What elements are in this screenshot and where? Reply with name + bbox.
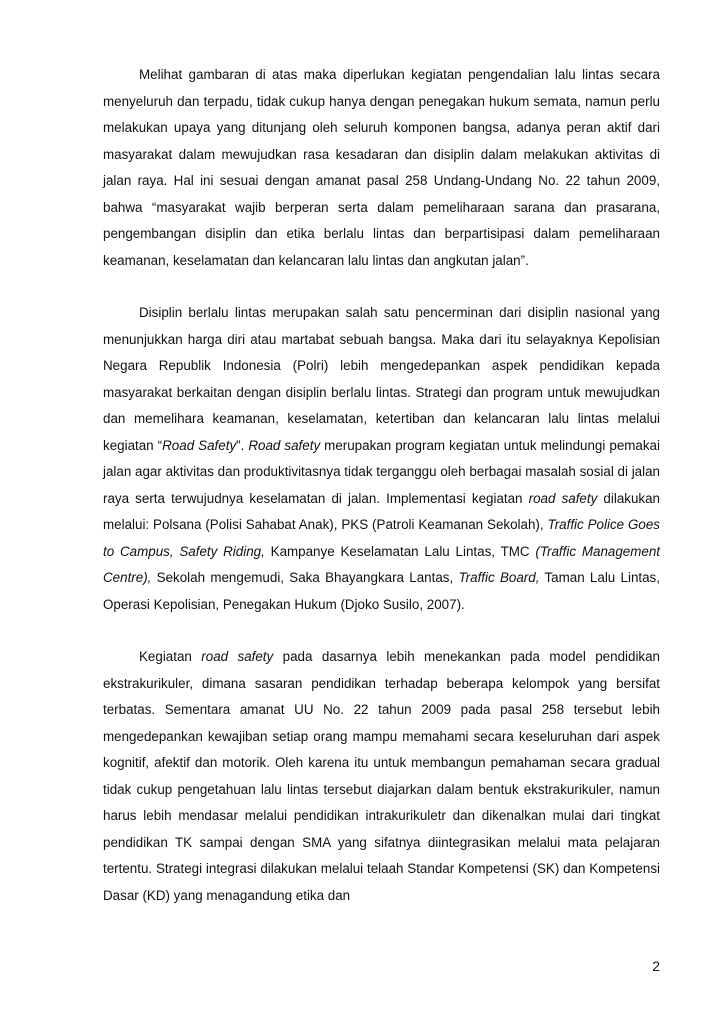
text-run: dilakukan melalui: Polsana (Polisi Sahabat Anak), PKS (Patroli Keamanan Sekolah), xyxy=(103,490,660,532)
italic-text-run: road safety xyxy=(528,490,598,506)
paragraph-spacer xyxy=(103,618,660,644)
paragraph-1 xyxy=(103,62,660,274)
page-number: 2 xyxy=(652,958,660,974)
paragraph-spacer xyxy=(103,274,660,300)
document-page xyxy=(103,62,660,909)
text-run: Kegiatan xyxy=(139,649,202,664)
italic-text-run: Traffic Police Goes to Campus, Safety Riding, xyxy=(103,517,660,559)
italic-text-run: road safety xyxy=(201,649,274,664)
text-run: Disiplin berlalu lintas merupakan salah satu pencerminan dari disiplin nasional yang menunjukkan harga diri atau martabat sebuah bangsa. Maka dari itu selayaknya Kepolisian Negara Republik Indonesia (Polri) lebih mengedepankan aspek pendidikan kepada masyarakat berkaitan dengan disiplin berlalu lintas. Strategi dan program untuk mewujudkan dan memelihara keamanan, keselamatan, ketertiban dan kelancaran lalu lintas melalui kegiatan “ xyxy=(103,305,660,453)
italic-text-run: Traffic Board, xyxy=(458,570,540,585)
text-run: Melihat gambaran di atas maka diperlukan kegiatan pengendalian lalu lintas secara menyeluruh dan terpadu, tidak cukup hanya dengan penegakan hukum semata, namun perlu melakukan upaya yang ditunjang oleh seluruh komponen bangsa, adanya peran aktif dari masyarakat dalam mewujudkan rasa kesadaran dan disiplin dalam melakukan aktivitas di jalan raya. Hal ini sesuai dengan amanat pasal 258 Undang-Undang No. 22 tahun 2009, bahwa “masyarakat wajib berperan serta dalam pemeliharaan sarana dan prasarana, pengembangan disiplin dan etika berlalu lintas dan berpartisipasi dalam pemeliharaan keamanan, keselamatan dan kelancaran lalu lintas dan angkutan jalan”. xyxy=(103,67,660,268)
text-run: Sekolah mengemudi, Saka Bhayangkara Lantas, xyxy=(151,570,459,585)
paragraph-3 xyxy=(103,644,660,909)
text-run: merupakan program kegiatan untuk melindungi pemakai jalan agar aktivitas dan produktivitasnya tidak terganggu oleh berbagai masalah sosial di jalan raya serta terwujudnya keselamatan di jalan. Implementasi kegiatan xyxy=(103,437,660,506)
paragraph-2 xyxy=(103,300,660,618)
italic-text-run: Road safety xyxy=(248,437,321,453)
text-run: Taman Lalu Lintas, Operasi Kepolisian, Penegakan Hukum (Djoko Susilo, 2007). xyxy=(103,570,660,612)
text-run: pada dasarnya lebih menekankan pada model pendidikan ekstrakurikuler, dimana sasaran pendidikan terhadap beberapa kelompok yang bersifat terbatas. Sementara amanat UU No. 22 tahun 2009 pada pasal 258 tersebut lebih mengedepankan kewajiban setiap orang mampu memahami secara keseluruhan dari aspek kognitif, afektif dan motorik. Oleh karena itu untuk membangun pemahaman secara gradual tidak cukup pengetahuan lalu lintas tersebut diajarkan dalam bentuk ekstrakurikuler, namun harus lebih mendasar melalui pendidikan intrakurikuletr dan dikenalkan mulai dari tingkat pendidikan TK sampai dengan SMA yang sifatnya diintegrasikan melalui mata pelajaran tertentu. Strategi integrasi dilakukan melalui telaah Standar Kompetensi (SK) dan Kompetensi Dasar (KD) yang menagandung etika dan xyxy=(103,649,661,903)
italic-text-run: Road Safety xyxy=(162,437,237,453)
text-run: Kampanye Keselamatan Lalu Lintas, TMC xyxy=(264,543,536,559)
italic-text-run: (Traffic Management Centre), xyxy=(103,543,661,585)
text-run: ”. xyxy=(236,437,249,453)
